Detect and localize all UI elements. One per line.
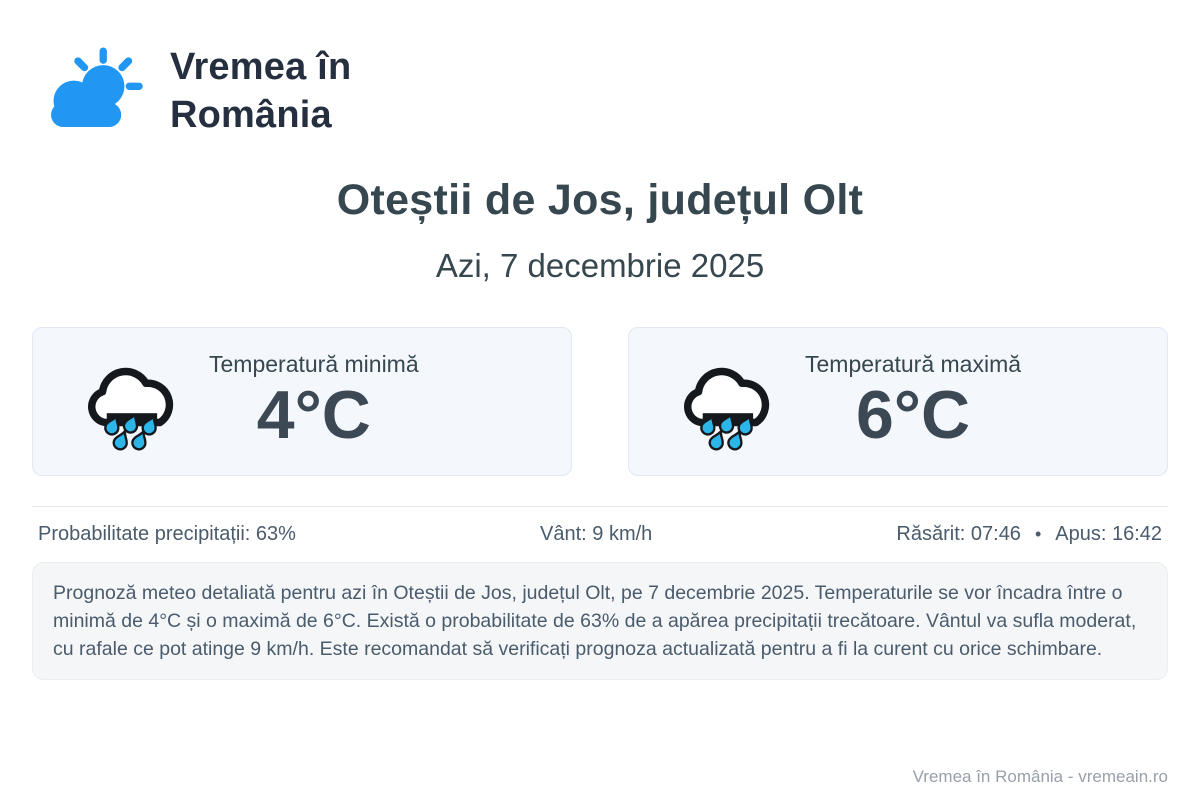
wind-stat: Vânt: 9 km/h bbox=[540, 523, 653, 545]
max-temp-value: 6°C bbox=[855, 377, 971, 454]
max-temp-label: Temperatură maximă bbox=[805, 351, 1022, 378]
bullet-separator: • bbox=[1034, 524, 1042, 544]
page-title: Oteștii de Jos, județul Olt bbox=[336, 176, 864, 224]
brand-header bbox=[38, 0, 1168, 140]
temperature-cards bbox=[32, 327, 1168, 476]
min-temp-value: 4°C bbox=[256, 377, 371, 454]
min-temp-label: Temperatură minimă bbox=[209, 351, 419, 378]
stats-row bbox=[32, 523, 1168, 546]
min-temp-card bbox=[32, 327, 572, 476]
sun-times-stat bbox=[896, 523, 1162, 546]
max-temp-card bbox=[628, 327, 1168, 476]
forecast-text: Prognoză meteo detaliată pentru azi în Oteștii de Jos, județul Olt, pe 7 decembrie 2025. Temperaturile se vor încadra între o minimă de 4°C și o maximă de 6°C. Există o probabilitate de 63% de a apărea precipitații trecătoare. Vântul va sufla moderat, cu rafale ce pot atinge 9 km/h. Este recomandat să verificați prognoza actualizată pentru a fi la curent cu orice schimbare. bbox=[32, 562, 1168, 680]
sunset-stat: Apus: 16:42 bbox=[1055, 523, 1162, 545]
rain-cloud-icon bbox=[671, 352, 783, 452]
precipitation-stat: Probabilitate precipitații: 63% bbox=[38, 523, 296, 545]
brand-name bbox=[170, 44, 351, 140]
sunrise-stat: Răsărit: 07:46 bbox=[896, 523, 1021, 545]
stats-divider bbox=[32, 506, 1168, 507]
sun-cloud-icon bbox=[38, 44, 144, 140]
rain-cloud-icon bbox=[75, 352, 187, 452]
min-temp-text bbox=[209, 351, 419, 454]
max-temp-text bbox=[805, 351, 1022, 454]
brand-name-line2: România bbox=[170, 94, 332, 136]
date-subtitle: Azi, 7 decembrie 2025 bbox=[435, 247, 765, 284]
brand-name-line1: Vremea în bbox=[170, 46, 352, 89]
footer-credit: Vremea în România - vremeain.ro bbox=[912, 767, 1168, 786]
